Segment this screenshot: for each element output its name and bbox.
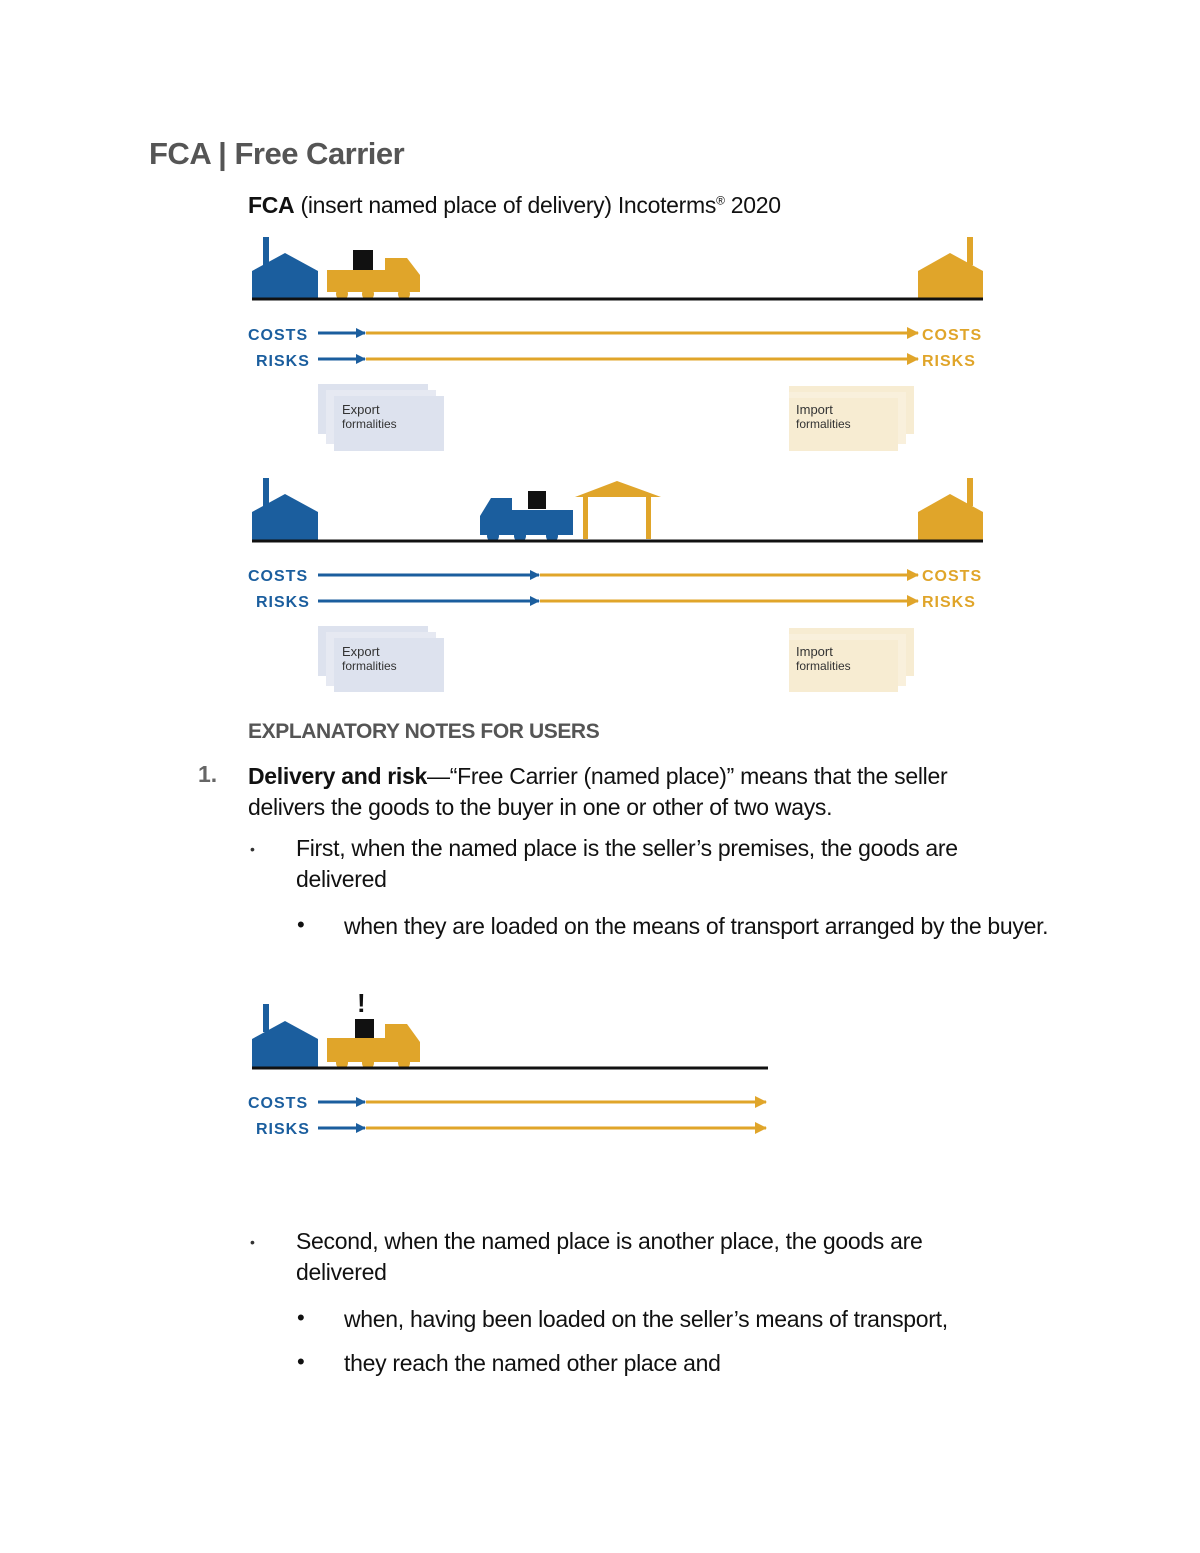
item-number: 1. [198,761,218,787]
import-line-2: formalities [796,417,851,431]
buyer-factory-icon [918,478,983,540]
risks-label-seller: RISKS [256,1121,310,1138]
yellow-truck-icon [327,250,420,300]
bullet: • [297,1305,305,1330]
import-line-1: Import [796,644,833,659]
terminal-shed-icon [575,481,661,539]
costs-label-seller: COSTS [248,1095,309,1112]
second-case-subitem-1: when, having been loaded on the seller’s means of transport, [344,1306,948,1332]
bullet: • [250,1234,255,1250]
export-line-1: Export [342,402,380,417]
second-case-text: Second, when the named place is another place, the goods are delivered [296,1228,923,1285]
risks-label-buyer: RISKS [922,594,976,611]
bullet: • [297,912,305,937]
blue-truck-icon [480,491,573,542]
seller-factory-icon [252,237,318,298]
import-formalities-doc [789,628,914,692]
export-formalities-doc [318,626,444,692]
exclamation-icon: ! [357,988,366,1018]
item-1-text [248,761,1028,823]
import-formalities-doc [789,386,914,451]
costs-label-buyer: COSTS [922,568,983,585]
costs-label-buyer: COSTS [922,327,983,344]
explanatory-notes-heading: EXPLANATORY NOTES FOR USERS [248,720,600,743]
import-line-2: formalities [796,659,851,673]
item-1-heading: Delivery and risk [248,763,428,789]
second-case-subitem-2: they reach the named other place and [344,1350,721,1376]
risks-label-buyer: RISKS [922,353,976,370]
item-1-body: —“Free Carrier (named place)” means that the seller delivers the goods to the buyer in one or other of two ways. [248,763,948,820]
first-case-text: First, when the named place is the seller’s premises, the goods are delivered [296,835,958,892]
buyer-factory-icon [918,237,983,298]
subtitle-term: FCA [248,192,295,218]
diagram-3 [248,988,768,1138]
yellow-truck-icon [327,1019,420,1069]
diagram-1 [248,237,983,451]
seller-factory-icon [252,478,318,540]
risks-label-seller: RISKS [256,594,310,611]
registered-mark: ® [716,193,725,208]
subtitle-year: 2020 [724,192,781,218]
bullet: • [297,1349,305,1374]
export-formalities-doc [318,384,444,451]
seller-factory-icon [252,1004,318,1067]
diagram-2 [248,478,983,692]
bullet: • [250,841,255,857]
subtitle-text: (insert named place of delivery) Incoterms [294,192,717,218]
costs-label-seller: COSTS [248,327,309,344]
risks-label-seller: RISKS [256,353,310,370]
costs-label-seller: COSTS [248,568,309,585]
import-line-1: Import [796,402,833,417]
export-line-2: formalities [342,417,397,431]
export-line-2: formalities [342,659,397,673]
page-title: FCA | Free Carrier [149,136,405,171]
first-case-subitem: when they are loaded on the means of transport arranged by the buyer. [344,913,1049,939]
export-line-1: Export [342,644,380,659]
